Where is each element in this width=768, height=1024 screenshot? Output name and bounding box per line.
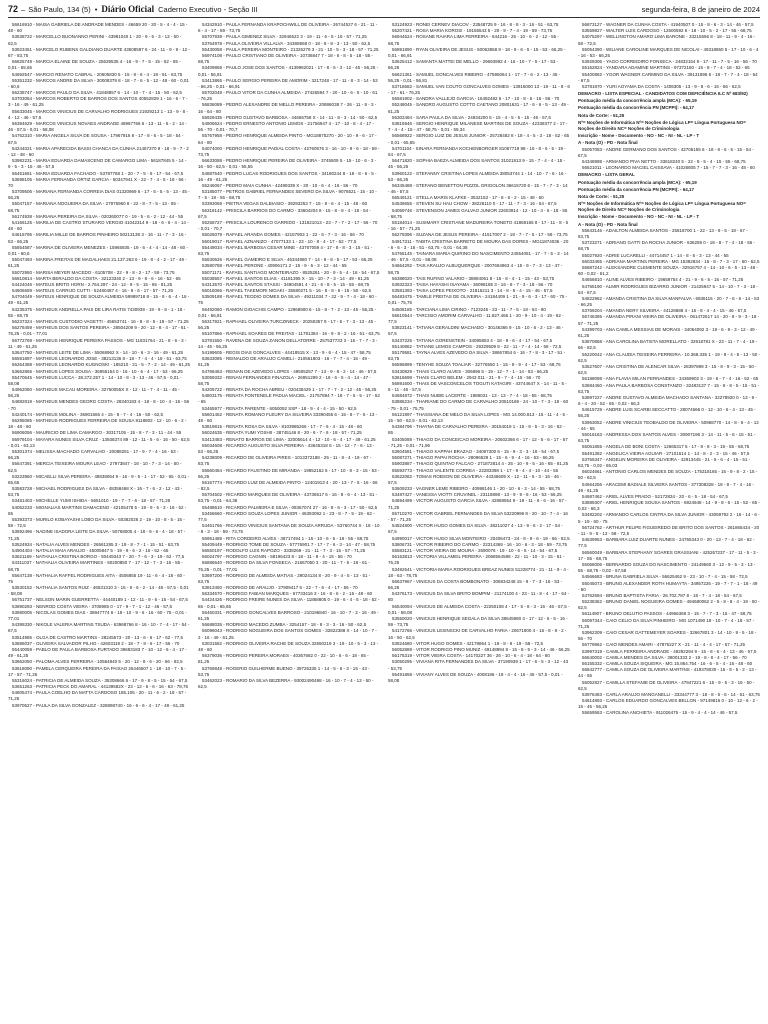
list-item: 54765145 - TAINARA MARIA QUIRINO DO NASCIMENTO 24554051 - 17 - 7 - 5 - 3 - 14 - 46 - 57,5 - 0,01 - 58,08 — [388, 250, 569, 263]
list-item: 53581393 - TAISA LOPES PEIXOTO - 21816211 3 - 14 - 8 - 5 - 4 - 15 - 46 - 57,5 — [392, 288, 553, 294]
list-item: 55047493 - MARINA FREITAS DE MAGALHAES 21.137.263 6 - 19 - 8 - 4 - 2 - 17 - 49 - 61,25 — [8, 257, 187, 269]
list-item: 56334570 - RODRIGO FABIAN MARQUES - 67733416 3 - 16 - 8 - 6 - 2 - 16 - 48 - 60 — [202, 591, 373, 597]
section-text: A - Nota (O) - PD - Nota final — [578, 140, 638, 146]
column-4 — [578, 22, 760, 1018]
list-item: 55647138 - NATHALIA RAFFEL RODRIGUES AITA - 4506855 19 - 11 - 6 - 4 - 18 - 60 - 75 — [8, 572, 185, 584]
list-item: 53524934 - NATALIA ALVES MENDES - 26561285 3 - 19 - 8 - 7 - 1 - 15 - 51 - 63,75 — [12, 541, 180, 547]
list-item: 56637967 - VINICIUS DA COSTA BOMBONATO - 306834248 15 - 9 - 7 - 3 - 16 - 53 - 66,25 — [388, 578, 563, 591]
page-header — [8, 2, 760, 16]
section-text: Nota de Corte: - 51,25 — [578, 112, 625, 118]
list-item: 53897227 - ANDRE GUSTAVO ALMEIDA MACHADO SANTANA - 32278920 0 - 13 - 9 - 6 - 4 - 20 - 52 - 65 - 0,02 - 66,3 — [578, 394, 757, 407]
list-item: 55440059 - PABLO DE PAULA BARBOSA FURTADO 39683183 7 - 10 - 12 - 6 - 4 - 17 - 49 - 61,25 — [8, 646, 187, 659]
list-item: 56188098 - ANA FLAVIA MILAN FERNANDES - 34369902 3 - 19 - 6 - 7 - 4 - 16 - 52 - 65 — [582, 376, 759, 382]
section-text: A - Nota (O) - PD - Nota final — [578, 221, 638, 227]
list-item: 56235747 - MARCOS PAULO DA SILVA - 41848857 6 - 14 - 10 - 7 - 4 - 15 - 50 - 62,5 — [12, 90, 182, 96]
list-item: 54240174 - MATHEUS MOLINA - 36901565 4 - 15 - 8 - 7 - 4 - 16 - 50 - 62,5 — [12, 411, 163, 417]
list-item: 55393373 - MURILO KOBAYASHI LOBO DA SILVA - 50382026 2 - 19 - 10 - 8 - 5 - 16 - 58 - 72,5 — [8, 517, 185, 529]
section-text: Nº= Noções de Informática Nº= Noções de Lógica LP= Língua Portuguesa NO= Noções de Direito NC= Noções de Criminologia — [578, 119, 746, 131]
list-item: 55633045 - MARCOS VINICIUS DE CARVALHO RODRIGUES 21929213 1 - 13 - 9 - 8 - 4 - 12 - 46 - 57,5 — [8, 108, 188, 120]
list-item: 56388020 - TAIS RUFINO VALARIO - 38894061 8 - 15 - 8 - 4 - 1 - 15 - 43 - 53,75 — [392, 275, 555, 281]
list-item: 56596899 - TENYHE SOUZA TOALIAR - 32776550 1 - 15 - 8 - 9 - 4 - 17 - 53 - 68,75 — [392, 362, 561, 368]
list-item: 56097344 - CAIO CELIO DA SILVA PINHEIRO - MG 1071490 18 - 10 - 7 - 4 - 18 - 57 - 71,25 — [578, 617, 755, 629]
list-item: 53962309 - CAIO CESAR GATTEMEYER SOARES - 32667801 3 - 14 - 10 - 9 - 5 - 18 - 56 - 70 — [578, 630, 757, 642]
list-item: 56724762 - ARTHUR FELIPE FIGUEIREDO DE BRITO DOS SANTOS - 261865434 - 20 - 11 - 9 - 5 - 13 - 58 - 72,5 — [578, 524, 760, 536]
list-item: 56825749 - MARCIA ELAINE DE SOUZA - 25639535 4 - 16 - 9 - 7 - 5 - 15 - 52 - 65 - 0,01 - 65,65 — [8, 59, 181, 71]
list-item: 56279396 - SUZANA DE JESUS PEREIRA - 41517007 2 - 18 - 7 - 7 - 5 - 17 - 59 - 73,75 — [392, 232, 568, 238]
list-item: 53709506 - MARIANA FERNANDA CORREIA DIAS 01320969 6 - 17 - 5 - 5 - 5 - 13 - 45 - 56,25 — [8, 189, 190, 201]
list-item: 53886234 - THARIANE DO CARMO DE CARVALHO 20510169 - 24 - 10 - 7 - 3 - 18 - 60 - 75 - 0,01 - 75,75 — [388, 399, 569, 411]
list-item: 56591897 - MATHEUS LEONARDO JOSE - 38213136 8 - 18 - 7 - 4 - 4 - 18 - 51 - 63,75 — [12, 356, 187, 362]
list-item: 54684872 - THAIS NUBIE LACERTE - 1988031 - 13 - 13 - 7 - 4 - 18 - 55 - 68,75 — [392, 393, 552, 399]
list-item: 54692547 - MARCIO RENATO CABRAL - 20605830 5 - 15 - 8 - 6 - 4 - 18 - 51 - 63,75 — [12, 71, 183, 77]
list-item: 53697200 - RODRIGO DE ALMEIDA MATIAS - 29024134 8 - 20 - 9 - 4 - 5 - 13 - 51 - 63,75 — [198, 572, 371, 584]
list-item: 53769848 - ROGERIO GUILHERME BUENO - 39726335 1 - 14 - 5 - 6 - 3 - 15 - 43 - 53,75 — [198, 665, 370, 677]
list-item: 53718682 - SAMUEL VAN COUTO GONCALVES GOMES - 13916000 13 - 19 - 11 - 8 - 6 - 17 - 61 - 76,25 — [388, 83, 570, 96]
list-item: 53662865 - MATHEUS LOPES SOUSA - 36955154 0 - 16 - 10 - 6 - 4 - 17 - 53 - 66,25 — [12, 368, 183, 374]
column-1 — [8, 22, 190, 1018]
page-number: 72 — [8, 4, 19, 14]
list-item: 53929306 - YAGO CORREIDIRO FONSECA - 24832154 9 - 17 - 11 - 7 - 5 - 16 - 56 - 70 — [582, 59, 757, 65]
list-item: 56317921 - RAPHAEL OLIVEIRA TURCZINECK - 20250357 9 - 17 - 5 - 7 - 3 - 13 - 45 - 56,25 — [198, 319, 376, 331]
list-item: 54768463 - REINAN DE AZEVEDO LOPES - 49505257 7 - 13 - 9 - 8 - 2 - 14 - 46 - 57,5 — [202, 368, 377, 374]
list-item: 54424046 - MATEUS BRITO HORN - 2.764.297 - 24 - 12 - 9 - 5 - 15 - 65 - 81,25 — [12, 281, 173, 287]
list-item: 56550197 - RODOLFO LUIS RAPOZO - 3338269 - 21 - 11 - 7 - 3 - 15 - 57 - 71,25 — [202, 547, 366, 553]
list-item: 54803175 - RENATA FONTENELE PADUA MACIEL - 21757894 7 - 18 - 7 - 5 - 5 - 17 - 52 - 65 — [198, 393, 380, 405]
list-item: 56873127 - WAGNER DA CUNHA COSTA - 41940507 0 - 15 - 8 - 6 - 3 - 14 - 46 - 57,5 — [582, 22, 754, 27]
list-item: 55238362 - BRUNO DANIEL NOGUEIRA GOMES - 494680062 2 - 5 - 8 - 8 - 4 - 19 - 50 - 62,5 — [578, 599, 760, 611]
list-item: 53621169 - NATHALIA CRISTINA BORGO - 50449343 7 - 20 - 7 - 6 - 3 - 19 - 62 - 77,5 — [12, 554, 185, 560]
list-item: 54508185 - TARCIANA LIMA CIRINO - 7123245 - 23 - 11 - 7 - 5 - 18 - 64 - 80 — [392, 306, 546, 312]
list-item: 54762694 - BRUNO BAPTISTA FARIA - 26.702.787 8 - 18 - 7 - 4 - 18 - 54 - 67,5 — [582, 592, 742, 598]
list-item: 55903887 - THIAGO QUINTAO FALCAO - 271872814 4 - 25 - 10 - 9 - 5 - 16 - 65 - 81,25 — [392, 461, 569, 467]
section-text: Inscrição - Nome - Documento - NO - NC - NI - NL - LP - T — [578, 133, 700, 139]
list-item: 56167774 - RICARDO LUIZ DE ALMEIDA PINTO - 12401913 4 - 20 - 13 - 7 - 5 - 16 - 66 - 82,5 — [198, 479, 378, 492]
list-item: 56886640 - RODRIGO DA SILVA FONSECA - 21667050 3 - 20 - 11 - 7 - 5 - 18 - 61 - 76,25 - 0,01 - 77,01 — [198, 560, 370, 572]
list-item: 55258727 - PRISCILA LOURENCO GARRIDO - 131621013 - 23 - 7 - 7 - 2 - 17 - 56 - 70 - 0,01 - 70,7 — [198, 220, 378, 232]
list-item: 53764978 - PAULA OLIVEIRA VILLALVA - 34388668 0 - 18 - 8 - 8 - 3 - 13 - 50 - 62,5 — [202, 40, 371, 46]
list-item: 56979104 - MAYARA NUNES SILVA CRUZ - 13938374 89 - 12 - 11 - 5 - 6 - 16 - 50 - 62,5 - 0,01 - 63,13 — [8, 436, 190, 448]
list-item: 55449034 - RAFAEL BARBOSA CESAR MINE - 43767059 4 - 17 - 8 - 8 - 3 - 15 - 51 - 63,75 — [198, 244, 373, 256]
list-item: 54614893 - CARLOS EDUARDO GONCALVES BELLON - 97149816 0 - 10 - 12 - 6 - 2 - 15 - 45 - 56,25 — [578, 698, 758, 710]
list-item: 55057083 - ANDRE GERMANO DOS SANTOS - 42706155 6 - 18 - 8 - 6 - 5 - 15 - 54 - 67,5 — [578, 146, 754, 158]
list-item: 56318142 - PRISCILA BARRIOS DO CARMO - 33604204 8 - 15 - 8 - 8 - 4 - 18 - 54 - 67,5 — [198, 207, 371, 219]
list-item: 56891890 - RYAN OLIVEIRA DE JESUS - 50063868 8 - 18 - 9 - 6 - 5 - 15 - 53 - 66,25 - 0,01 - 66,91 — [388, 46, 566, 58]
list-item: 55302484 - SARA PAULA DA SILVA - 24934200 5 - 15 - 4 - 5 - 5 - 15 - 46 - 57,5 — [392, 114, 551, 120]
list-item: 55054390 - WILIANE CAROLINE MARQUES DE NICOLAI - 49318860 5 - 17 - 10 - 6 - 4 - 16 - 53 - 66,25 — [578, 46, 759, 58]
list-item: 55027920 - ADRIE LUCARELLI - 44714457 1 - 14 - 8 - 6 - 3 - 13 - 44 - 55 — [582, 252, 729, 258]
list-item: 53976483 - CARLA ARAUJO MANGANELLI - 33344777 3 - 18 - 8 - 5 - 6 - 14 - 51 - 63,75 — [582, 691, 760, 697]
list-item: 56024635 - RENATA YUMI YOSHII - 38745146 8 - 20 - 6 - 7 - 6 - 18 - 57 - 71,25 — [202, 430, 362, 436]
list-item: 56451661 - MARIA EDUARDA FACHADO - 53787768 1 - 20 - 7 - 5 - 5 - 17 - 54 - 67,5 — [12, 170, 184, 176]
list-item: 56019017 - RAFAEL AZNANIZO - 47077133 1 - 23 - 10 - 8 - 4 - 17 - 62 - 77,5 — [202, 238, 357, 244]
list-item: 55038557 - RAFAEL SANTOS ELIAS - 41181395 X - 15 - 10 - 7 - 3 - 14 - 49 - 61,25 — [202, 275, 370, 281]
list-item: 55491858 - VIVIANY ALVES DE SOUZA - 4008186 - 19 - 4 - 4 - 16 - 46 - 57,5 - 0,01 - 58,08 — [388, 671, 563, 683]
list-item: 53604581 - THIAGO KAPPAH BRAZAO - 34097300 6 - 15 - 9 - 3 - 3 - 18 - 54 - 67,5 — [392, 448, 560, 454]
list-item: 56492060 - RAMON GIOACHIS CAMPO - 12968900 6 - 15 - 8 - 7 - 2 - 13 - 45 - 56,25 - 0,01 - 56,81 — [198, 306, 377, 318]
list-item: 55301374 - MELISSA MACHADO CARVALHO - 20088251 - 17 - 9 - 7 - 4 - 16 - 53 - 66,25 — [8, 448, 179, 461]
list-item: 56024661 - ANTONIO CARLOS MENDES DE SOUZA - 175318165 - 16 - 9 - 8 - 2 - 15 - 50 - 62,5 — [578, 469, 758, 481]
list-item: 55400882 - YGOR WAGNER CARMINO DA SILVA - 39131896 6 - 18 - 7 - 7 - 4 - 18 - 54 - 67,5 — [578, 71, 758, 83]
list-item: 56155332 - CAMILA SOUZA SIQUEIRA - MG 15.864.754 - 16 - 6 - 5 - 4 - 16 - 48 - 60 — [582, 660, 753, 666]
list-item: 55316024 - PATRICIA DE ALMEIDA SOUZA - 35308666 6 - 17 - 9 - 8 - 5 - 15 - 54 - 67,5 — [12, 677, 188, 683]
list-item: 55066006 - BERNARDO SOUZA DO NASCIMENTO - 24149560 3 - 12 - 9 - 5 - 3 - 13 - 55 - 68,75 - 0,02 - 67,58 — [578, 561, 756, 574]
list-item: 56540094 - VINICIUS DE ALMEIDA COSTA - 22250108 4 - 17 - 5 - 8 - 3 - 16 - 46 - 57,5 - 0,01 - 58,08 — [388, 603, 570, 615]
list-item: 53932323 - TAISA HAYASHI ISAYAMA - 36098185 3 - 16 - 9 - 7 - 3 - 18 - 56 - 70 — [392, 281, 553, 287]
list-item: 54538655 - STEVEN SU HAU CHOW - 38226110 0 - 17 - 11 - 7 - 3 - 16 - 54 - 67,5 — [392, 201, 557, 207]
list-item: 53880005 - NICOLAS GOMES DIAS - 38947774 6 - 19 - 10 - 9 - 6 - 16 - 60 - 75 - 0,01 - 77,01 — [8, 609, 187, 621]
list-item: 54376173 - VINICIUS DA SILVA BRITO BOMPIM - 21174100 4 - 23 - 11 - 8 - 4 - 17 - 64 - 80 — [388, 591, 570, 603]
list-item: 54052233 - MIGNALIAS MARTINS DAMACENO - 42105478 5 - 19 - 9 - 5 - 3 - 16 - 52 - 65 — [8, 504, 187, 516]
list-item: 53456660 - RICARDO SOUZA LOPES JUNIOR - 46393092 1 - 23 - 8 - 7 - 5 - 19 - 62 - 77,5 — [198, 510, 375, 522]
list-item: 54824800 - VICTOR HUGO GOMES DA SILVA - 38211027 4 - 13 - 9 - 6 - 2 - 17 - 54 - 67,5 — [388, 523, 563, 535]
list-item: 53633085 - REINALDO DE ARAUJO CAMELI - 210561803 - 16 - 7 - 7 - 4 - 15 - 49 - 61,25 — [198, 356, 370, 368]
list-item: 54962060 - MATHEUS MACAU MOREIRA - 32760055X X - 12 - 11 - 7 - 4 - 11 - 45 - 56,25 — [8, 387, 180, 399]
list-item: 55087271 - THIAGO PAPAI ROCHA - 28096529 1 - 15 - 6 - 9 - 4 - 16 - 53 - 66,25 — [392, 455, 554, 461]
list-item: 56220042 - ANA CLAUDIA TEIXEIRA FERREIRA - 10.368.335 1 - 19 - 9 - 4 - 5 - 13 - 50 - 62,5 — [578, 351, 760, 363]
list-item: 53622082 - TOMAS ROBSON DE OLIVEIRA - 44346609 X - 12 - 11 - 5 - 3 - 15 - 46 - 57,5 — [388, 473, 562, 485]
list-item: 56581902 - SANDRA VALLEJO GARCIA - 16492482 6 - 17 - 10 - 8 - 5 - 16 - 56 - 70 — [392, 96, 560, 102]
list-item: 54399703 - ANA CAMILA MESSIAS DE MORAIS - 34064092 3 - 19 - 6 - 9 - 3 - 12 - 49 - 61,25 — [578, 326, 758, 338]
section-text: DEMACRO - LISTA ESPECIAL - CANDIDATOS COM DEFICIÊNCIA ILC Nº 683/92) — [578, 91, 748, 97]
list-item: 55016163 - ANDRESSA DOS SANTOS ALVES - 30907196 3 - 14 - 11 - 5 - 6 - 15 - 51 - 63,75 — [578, 432, 756, 444]
list-item: 55071171 - RAFAEL SANTIAGO MONTEIRAZO - 8525261 - 20 - 9 - 5 - 4 - 16 - 54 - 67,5 — [202, 269, 380, 275]
list-item: 55593773 - THIAGO VALENTE CORREA - 22283398 1 - 17 - 9 - 4 - 4 - 10 - 44 - 55 — [392, 467, 559, 473]
list-item: 55107866 - RAPHAEL SOARES DE FREITAS - 11791384 - 16 - 9 - 8 - 2 - 16 - 51 - 63,75 — [202, 331, 380, 337]
list-item: 53618090 - PAMELA CERQUEIRA PEREIRA DA PAIXAO 26446507 1 - 18 - 10 - 7 - 5 - 17 - 57 - 71,25 — [8, 665, 186, 677]
list-item: 53185077 - PETROS GABRIEL FERNANDES SEVERO DA SILVA - 9076521 - 15 - 10 - 7 - 5 - 18 - 55 - 68,75 — [198, 189, 377, 201]
list-item: 53583728 - MICHAEL RODRIGUES DA SILVA - 48358468 X - 16 - 7 - 6 - 2 - 12 - 43 - 53,75 — [8, 486, 183, 498]
list-item: 56568922 - SERGIO LUIZ DE JESUS JUNIOR - 25728482 8 - 18 - 4 - 5 - 3 - 18 - 52 - 65 - 0,01 - 65,65 — [388, 133, 570, 145]
list-item: 55854587 - MARINA DE OLIVEIRA MENEZES - 15965935 - 19 - 6 - 4 - 4 - 14 - 48 - 60 - 0,01 - 60,6 — [8, 244, 188, 256]
list-item: 56121997 - THASSIANA DE MELO DA SILVA LOPES - MG 14.000.813 - 15 - 11 - 4 - 5 - 15 - 50 - 62,5 - 0,01 - 63,13 — [388, 411, 568, 423]
list-item: 55052827 - CAMILLA STEFANIE DE OLIVEIRA - 47947221 6 - 15 - 9 - 5 - 3 - 16 - 50 - 62,5 — [578, 679, 755, 691]
list-item: 56264388 - MATHEUS LEONARDO KUGNOSKI - 185210 - 21 - 5 - 7 - 2 - 14 - 49 - 61,25 — [12, 362, 190, 368]
list-item: 54564256 - ARACEMI BADIALE SILVEIRA SANTOS - 377308328 - 18 - 8 - 7 - 4 - 16 - 49 - 61,25 — [578, 481, 754, 493]
list-item: 54313570 - RAFAEL SANTOS STASSI - 34904591 4 - 21 - 6 - 8 - 5 - 15 - 55 - 68,75 — [202, 281, 370, 287]
list-item: 53462023 - ROMARIO DA SILVA BEZERRA - 93002490498 - 16 - 10 - 7 - 4 - 13 - 50 - 62,5 — [198, 677, 374, 690]
list-item: 54762310 - MARIA ANGELA SILVA DE SOUSA - 17967916 8 - 17 - 8 - 6 - 5 - 18 - 54 - 67,5 — [8, 133, 184, 145]
publication-title: Diário Oficial — [101, 4, 155, 14]
list-item: 53781550 - RAVENA DE SOUZA ZANON DELLATORRE - 257537733 3 - 16 - 7 - 7 - 3 - 14 - 45 - 56,25 — [198, 337, 378, 349]
bullet-separator: • — [94, 4, 98, 14]
list-item: 56688035 - RODRIGO MACEDO ZUMBA - 3254157 - 18 - 8 - 3 - 3 - 16 - 50 - 62,5 — [202, 622, 367, 628]
list-item: 55045073 - BRUNO ALEXANDER ROTH HUMAYTA - 34957226 - 19 - 7 - 7 - 1 - 18 - 49 - 60 — [578, 580, 758, 592]
publication-date: segunda-feira, 8 de janeiro de 2024 — [641, 4, 760, 14]
list-item: 56560049 - BARBARA STEPHANY SOARES GRASSIANI - 425267237 - 17 - 11 - 5 - 3 - 17 - 55 - 68,75 — [578, 549, 759, 561]
list-item: 54805474 - PAULA COELHO DA MATTA CARDOSO 185.105 - 20 - 11 - 6 - 2 - 18 - 57 - 71,25 — [8, 690, 187, 702]
list-item: 53651263 - PATRICIA PECK DO AMARAL - 44139582X - 23 - 12 - 6 - 6 - 16 - 63 - 78,75 — [12, 684, 189, 690]
list-item: 56052889 - VITOR RODRIGO PINO MUNIZ - 49148994 8 - 15 - 8 - 5 - 3 - 14 - 46 - 56,25 — [392, 646, 570, 652]
list-item: 53963052 - ANDRE VINICIUS TEOBALDO DE OLIVEIRA - 50968770 - 14 - 8 - 5 - 4 - 12 - 44 - 55 — [578, 419, 759, 431]
list-item: 56483475 - TAMILE FREITAS DE OLIVEIRA - 24184409 1 - 21 - 9 - 6 - 3 - 17 - 60 - 75 - 0,01 - 75,75 — [388, 294, 568, 306]
list-item: 54566683 - BRUNA GABRIELA SILVA - 56625462 9 - 23 - 10 - 7 - 4 - 15 - 58 - 72,5 — [582, 574, 748, 580]
list-item: 54615795 - MARILIA MILLE DE BARROS PINHEIRO 50213138 3 - 16 - 11 - 7 - 3 - 16 - 53 - 66,25 — [8, 232, 187, 244]
list-item: 55470645 - MATHEUS LUCCA - 38.272.257 1 - 14 - 10 - 8 - 3 - 13 - 46 - 57,5 - 0,01 - 58,08 — [8, 374, 182, 386]
list-item: 53889307 - ARIEL HENRIQUE SOUSA SANTOS - 6924948 - 14 - 9 - 8 - 6 - 15 - 52 - 65 - 0,02 - 66,3 — [578, 500, 760, 512]
list-item: 55047157 - MARIANA NOGUEIRA DA SILVA - 27975960 8 - 22 - 8 - 7 - 5 - 13 - 55 - 68,75 — [8, 201, 179, 213]
list-item: 56951488 - RITA CORDEIRO ALVES - 38717494 1 - 16 - 10 - 6 - 5 - 18 - 55 - 68,75 — [202, 535, 369, 541]
list-item: 53580788 - RAFAEL PERONE - 40906171 2 - 15 - 9 - 5 - 3 - 12 - 44 - 55 — [202, 263, 347, 269]
list-item: 53703054 - MARCOS ROBERTO DE BARROS DOS SANTOS 40552829 1 - 16 - 6 - 7 - 3 - 16 - 49 - 61,25 — [8, 96, 188, 108]
section-info: São Paulo, 134 (5) — [28, 4, 91, 14]
list-item: 55184014 - SUSIMARY CRISTIANE MADUREIRA TONETO 41869165 8 - 17 - 11 - 8 - 5 - 16 - 57 - 71,25 — [388, 220, 569, 232]
list-item: 53405088 - THIAGO DA CONCEICAO MOREIRA - 20502366 6 - 17 - 12 - 5 - 6 - 17 - 57 - 71,25 - 0,01 - 71,96 — [388, 436, 568, 448]
dash-separator: – — [21, 4, 26, 14]
list-item: 56345488 - STEFANO BENETTON PIZZOL GRIGOLON 36615720 6 - 15 - 7 - 7 - 3 - 14 - 46 - 57,5 — [388, 182, 568, 195]
list-item: 53970527 - PAULA DA SILVA GONZALEZ - 328898740 - 16 - 6 - 6 - 4 - 17 - 49 - 61,25 — [12, 702, 185, 708]
list-item: 56033465 - ADRIANA MARTINS PEREIRA - MG 15392834 - 15 - 8 - 7 - 3 - 17 - 50 - 62,5 — [582, 258, 760, 264]
list-item: 53223960 - MICAELLI SILVA PEREIRA - 48838064 9 - 16 - 9 - 5 - 1 - 17 - 52 - 65 - 0,01 - 65,65 — [8, 473, 190, 485]
section-text: Inscrição - Nome - Documento - NO - NC - NI - NL - LP - T — [578, 214, 700, 220]
list-item: 54704049 - MATEUS HENRIQUE DE SOUZA ALMEIDA 59989718 8 - 15 - 8 - 6 - 4 - 16 - 49 - 61,25 — [8, 294, 190, 306]
list-item: 54687462 - ARIEL ALVES PRADO - 52172834 - 20 - 6 - 5 - 18 - 54 - 67,5 — [582, 493, 728, 499]
list-item: 53824680 - VITOR HUGO GOMES - 42178864 1 - 19 - 8 - 8 - 19 - 58 - 72,5 — [392, 640, 543, 646]
list-item: 55409449 - RODRIGO TOME DE SOUZA - 57776901 7 - 17 - 7 - 6 - 3 - 14 - 47 - 58,75 — [202, 541, 376, 547]
list-item: 56810814 - MARTA BERALDO DA COSTA - 32123340 2 - 13 - 9 - 8 - 6 - 16 - 52 - 65 — [12, 275, 181, 281]
list-item: 56549121 - STELLA MARIS KLAFKE - 3532153 - 17 - 8 - 6 - 2 - 15 - 48 - 60 — [392, 195, 544, 201]
list-item: 53430829 - THAIS CLARO ALVES - 306896 5 - 19 - 12 - 7 - 1 - 14 - 53 - 66,25 — [392, 368, 549, 374]
list-item: 53487427 - VANESSA VIOTTI CRUVINEL - 23118898 - 13 - 9 - 9 - 6 - 16 - 53 - 66,25 — [392, 492, 562, 498]
list-item: 54664292 - TAIS ARAUJO ALBUQUERQUE - 2007694963 4 - 15 - 9 - 7 - 3 - 13 - 47 - 58,75 — [388, 263, 563, 275]
list-item: 56621011 - LEONARDO MACIEL CAISSAVA - 41026805 7 - 15 - 7 - 7 - 3 - 16 - 48 - 60 — [582, 165, 755, 171]
list-item: 55707939 - PAULA GIMENEZ SILVA - 32946522 3 - 19 - 11 - 6 - 5 - 16 - 57 - 71,25 — [202, 34, 367, 40]
list-item: 55072950 - MARISA MEYER MACEDO - 6105708 - 22 - 9 - 8 - 2 - 17 - 59 - 73,75 — [12, 269, 175, 275]
list-item: 56746385 - AMANDA PIRANI VIEIRA DE OLIVEIRA - 061472617 14 - 20 - 8 - 9 - 3 - 18 - 57 - 71,25 — [578, 314, 760, 326]
list-item: 54238009 - RICARDO DE OLIVEIRA PIRES - 1013372188 - 25 - 11 - 8 - 4 - 19 - 67 - 83,75 — [198, 455, 372, 467]
list-item: 53492202 - ARMANDO CARLOS CINTRA DA SILVA JUNIOR - 43059792 2 - 16 - 14 - 6 - 5 - 19 - 60 - 75 — [578, 512, 760, 524]
list-item: 56024797 - RODRIGO CAGNIN - 58196423 8 - 18 - 11 - 8 - 4 - 15 - 56 - 70 — [202, 554, 352, 560]
list-item: 54887540 - PEDRO LUCAS RODRIGUES DOS SANTOS - 34180244 8 - 18 - 8 - 6 - 5 - 16 - 49 - 61,25 — [198, 170, 377, 182]
list-item: 56772769 - MATHEUS HENRIQUE PEREIRA PASSOS - MG 11831764 - 21 - 8 - 6 - 3 - 11 - 49 - 61,25 — [8, 337, 187, 349]
list-item: 54606659 - MATEUS CARRIJO CUTTI - 52480487 4 - 16 - 9 - 6 - 17 - 57 - 71,25 — [12, 288, 173, 294]
list-item: 54882819 - MATHEUS MENDES GEORG COSTA - 28340183 4 - 18 - 8 - 10 - 4 - 16 - 56 - 70 — [8, 399, 190, 411]
list-item: 56974108 - PAULO CRISTIANO DE OLIVEIRA - 10736847 7 - 18 - 6 - 8 - 5 - 18 - 55 - 68,75 — [198, 52, 373, 65]
list-item: 54461766 - RICARDO VINICIUS SANTANA DE SOUZA ARRUDA - 53760744 X - 18 - 10 - 8 - 3 - 18 - 59 - 73,75 — [198, 523, 380, 535]
list-item: 56779962 - CAIO MENDES AMARI - 47875227 X - 21 - 11 - 4 - 4 - 17 - 57 - 71,25 — [582, 642, 745, 648]
list-item: 53481403 - MICHELLE YUMI ISHIDA - 5651010 - 19 - 7 - 7 - 6 - 18 - 57 - 71,25 — [12, 498, 171, 504]
list-item: 56384629 - MARCOS VINICIUS NOVAES ANDRADE 48967766 6 - 13 - 11 - 6 - 2 - 14 - 46 - 57,5 - 0,01 - 58,08 — [8, 121, 187, 133]
list-item: 56016066 - RAFAEL TAKEMORI NIGAKI - 35580271 5 - 16 - 8 - 8 - 6 - 15 - 50 - 62,5 — [202, 288, 372, 294]
list-item: 53527607 - ANA CRISTINA DE ALENCAR SILVA - 28397899 3 - 15 - 8 - 9 - 3 - 15 - 50 - 62,5 — [578, 363, 757, 376]
list-item: 54059746 - STEVENSON JAMES GALVAO JUNIOR 22603914 - 12 - 10 - 4 - 5 - 18 - 55 - 68,75 — [388, 207, 568, 219]
list-item: 54342910 - PAULA FERNANDA KRAPOCHWILL DE OLIVEIRA - 26744527 6 - 21 - 11 - 6 - 4 - 17 - 59 - 73,75 — [198, 22, 378, 34]
list-item: 55710270 - VICTOR GABRIEL FERNANDES DA SILVA 53220996 8 - 20 - 10 - 7 - 4 - 16 - 57 - 71,25 — [388, 510, 568, 522]
list-item: 55560464 - RICARDO FAUSTINO DE MIRANDA - 19852162 5 - 17 - 10 - 8 - 3 - 15 - 53 - 66,25 — [198, 467, 380, 479]
section-text: Pontuação média da concorrência ampla (MCA): - 65,19 — [578, 179, 697, 185]
list-item: 54917311 - TABITA CRISTINA BARRETO DE MOURA DAS DORES - MG11874036 - 20 - 6 - 6 - 3 - 16 - 51 - 63,75 - 0,01 - 64,38 — [388, 238, 569, 250]
list-item: 56891600 - THAIS DE VASCONCELOS TOGUTI KATAGIRI - 43744647 X - 14 - 11 - 5 - 5 - 11 - 46 - 57,5 — [388, 380, 567, 393]
list-item: 53684460 - ANA PAULA BARBOSA CONSTANZO - 32483137 7 - 15 - 8 - 8 - 5 - 15 - 51 - 63,75 — [578, 382, 760, 394]
list-item: 55207421 - ROSA MARIA KOROSI - 19155543 5 - 20 - 9 - 7 - 4 - 19 - 59 - 73,75 — [392, 28, 553, 34]
list-item: 53509188 - RAFAEL TEODIO GOMES DA SILVA - 49211034 7 - 22 - 9 - 7 - 4 - 18 - 60 - 75 — [198, 294, 377, 306]
list-item: 53409869 - PAULO JOSE DOS SANTOS - 4139982021 - 17 - 8 - 5 - 3 - 12 - 45 - 56,25 - 0,01 - 56,81 — [198, 65, 379, 77]
list-item: 53813450 - RODRIGO DE ARAUJO - 27909417 6 - 22 - 7 - 6 - 4 - 17 - 56 - 70 — [202, 585, 358, 591]
list-item: 53886037 - OLIVEIRA SALVADOR PILHO - 42603119 2 - 18 - 7 - 8 - 6 - 17 - 56 - 70 — [12, 640, 180, 646]
list-item: 54656810 - ALINE ALVES RIBEIRO - 19659754 4 - 21 - 9 - 6 - 5 - 16 - 57 - 71,25 — [582, 277, 744, 283]
list-item: 53465977 - RENATA PARENTE - 6050092 SSP - 18 - 9 - 4 - 4 - 15 - 50 - 62,5 — [202, 405, 357, 411]
list-item: 56153813 - VICTORIA VILLAMEIL PEREIRA - 2068564588 - 22 - 11 - 10 - 3 - 15 - 61 - 76,25 — [388, 554, 565, 566]
list-item: 54172766 - VINICIUS LESINSCKI DE CARVALHO FARIA - 20671900 4 - 16 - 8 - 8 - 2 - 16 - 50 - 62,5 — [388, 628, 567, 640]
list-item: 55034608 - RICARDO AUGUSTO SILVA PEREIRA - 43645318 6 - 15 - 12 - 7 - 6 - 13 - 53 - 66,25 — [198, 442, 375, 454]
list-item: 55929435 - PEDRO GUSTAVO BARBOSA - 44665758 X - 14 - 11 - 8 - 3 - 14 - 50 - 62,5 — [202, 114, 378, 120]
section-text: Pontuação média da concorrência PN (MCPPI): - 64,17 — [578, 186, 695, 192]
list-item: 56096043 - RODRIGO NOGUEIRA DOS SANTOS GOMES - 32822388 X - 14 - 10 - 7 - 2 - 16 - 49 - 61,25 — [198, 628, 377, 640]
list-item: 53050295 - VIVIANA RITA FERNANDES DA SILVA - 37190939 1 - 17 - 6 - 5 - 3 - 12 - 43 - 53,75 — [388, 659, 569, 671]
list-item: 56114907 - BRUNO DELUTIO PASSOS - 44966369 3 - 15 - 7 - 7 - 3 - 15 - 47 - 58,75 — [582, 611, 752, 617]
list-item: 55162824 - YANDARA ADAMINE MARTINS - 97372160 - 15 - 8 - 7 - 4 - 18 - 52 - 65 — [582, 65, 750, 71]
list-item: 55767958 - PEDRO HENRIQUE ALMEIDA PINTO - MG18875270 - 20 - 10 - 9 - 6 - 17 - 64 - 80 — [198, 133, 377, 145]
list-item: 56278459 - MATHEUS DOS SANTOS PEREIRA - 28504209 9 - 20 - 12 - 8 - 4 - 17 - 61 - 76,25 - 0,01 - 77,01 — [8, 325, 189, 337]
list-item: 55659563 - CAROLINA ANCHIETA - 911026475 - 15 - 9 - 4 - 4 - 14 - 46 - 57,5 — [582, 710, 738, 716]
list-item: 53514985 - OLGA DE CASTRO MARTINS - 28245573 - 20 - 13 - 6 - 6 - 17 - 62 - 77,5 — [12, 634, 183, 640]
list-item: 54244021 - MARIA APARECIDA BASSI CHANCA DA CUNHA 21467370 9 - 18 - 9 - 7 - 2 - 12 - 48 - 60 — [8, 145, 189, 157]
list-item: 53823141 - TATIANA GERALDINI MACHADO - 30146366 9 - 15 - 10 - 6 - 2 - 13 - 46 - 57,5 — [388, 325, 564, 337]
list-item: 53492641 - VICTORIA MARIA RODRIGUES BREAZ NUNES 51228774 - 21 - 11 - 9 - 4 - 18 - 63 - 78,75 — [388, 566, 569, 578]
section-text: Pontuação média da concorrência PN (MCPPI): - 64,17 — [578, 105, 695, 111]
list-item: 55430058 - PAULA PEREIRA MONTEIRO - 21326279 3 - 21 - 10 - 5 - 3 - 18 - 57 - 71,25 — [202, 46, 379, 52]
list-item: 56471820 - SOPHIA BAEZA ALMEIDA DOS SANTOS 31021913 9 - 15 - 7 - 4 - 4 - 15 - 45 - 56,25 — [388, 158, 566, 170]
list-item: 55026079 - RAFAEL ARANDA GOMES - 42157903 1 - 22 - 6 - 7 - 3 - 16 - 56 - 70 — [202, 232, 364, 238]
list-item: 53960122 - STEFANNY CRISTINA LOPES ALMEIDA 38053744 1 - 14 - 10 - 7 - 6 - 16 - 53 - 66,25 — [388, 170, 567, 182]
list-item: 53781970 - YURI AOYAMA DA COSTA - 1408305 - 13 - 9 - 8 - 6 - 16 - 56 - 62,5 — [582, 83, 741, 89]
list-item: 54311037 - NATHALIA OLIVEIRA MARTINES - 50200850 7 - 17 - 12 - 7 - 3 - 16 - 55 - 68,75 — [8, 560, 183, 572]
list-item: 55630626 - RAFAEL GAMEIRO E SILVA - 46344880 7 - 14 - 9 - 8 - 5 - 17 - 53 - 66,25 — [202, 257, 373, 263]
list-item: 53538722 - MARCELLO BUONANNO PERINI - 43981040 1 - 20 - 9 - 5 - 3 - 13 - 50 - 62,5 — [8, 34, 182, 46]
list-item: 55140862 - TATIANE LEMOS CAMPOS - 29329509 8 - 22 - 11 - 7 - 4 - 14 - 58 - 72,5 — [392, 343, 562, 349]
list-item: 53559827 - WALTER LUIS CARDOSO - 12500592 6 - 18 - 10 - 5 - 2 - 17 - 55 - 68,75 — [582, 28, 752, 34]
list-item: 54424426 - RODRIGO FREIRE NUNES DA SILVA - 11868805 0 - 19 - 6 - 4 - 5 - 18 - 52 - 65 - 0,01 - 65,65 — [198, 597, 380, 609]
list-item: 56836089 - PEDRO ALEXANDRE DE MELLO PEREIRA - 20886038 7 - 26 - 11 - 8 - 3 - 16 - 64 - 80 — [198, 102, 377, 114]
list-item: 54395330 - NIKOLE VALERIA MARTINS TSUDA - 63968766 8 - 16 - 10 - 7 - 4 - 17 - 54 - 67,5 — [8, 622, 190, 634]
list-item: 54990017 - VICTOR HUGO SILVA MONTEIRO - 20406473 - 24 - 8 - 9 - 6 - 19 - 66 - 82,5 — [392, 535, 570, 541]
list-item: 55179581 - TAYNA ALVES AZEVEDO DA SILVA - 38667854 6 - 16 - 7 - 8 - 3 - 17 - 51 - 63,75 — [388, 349, 566, 362]
list-item: 55647391 - MERCIA TEIXEIRA MOURA LEAO - 27973847 - 18 - 10 - 7 - 3 - 14 - 50 - 62,5 — [8, 461, 182, 473]
list-item: 54384796 - THAYNA DE CARVALHO PEREIRA - 30154019 1 - 15 - 9 - 5 - 3 - 16 - 52 - 65 — [388, 424, 565, 436]
list-item: 53982231 - MARIA EDUARDA DAMASCENO DE CAMARGO LIMA - 56187845 5 - 14 - 9 - 5 - 3 - 15 - 46 - 57,5 — [8, 158, 187, 170]
list-item: 53823451 - MARCELO RUBENS GALDIANO DUARTE 43508587 6 - 24 - 11 - 9 - 9 - 12 - 67 - 83,75 — [8, 46, 190, 58]
list-item: 53031582 - RODRIGO OLIVEIRA RACHE DE SOUZA 32650219 3 - 19 - 10 - 5 - 3 - 13 - 48 - 60 — [198, 640, 379, 652]
list-item: 53890293 - NENROD COSTA VIEIRA - 3708985 0 - 17 - 9 - 7 - 1 - 12 - 46 - 57,5 — [12, 603, 172, 609]
list-item: 53769204 - AMANDA NERY SILVEIRA - 44128688 4 - 15 - 8 - 4 - 4 - 15 - 46 - 57,5 — [582, 308, 747, 314]
list-item: 53530152 - NATHALIA SANTOS RUIZ - 46531310 3 - 15 - 9 - 6 - 2 - 14 - 46 - 57,5 - 0,01 - 58,08 — [8, 585, 189, 597]
list-item: 53806731 - VICTOR RIBEIRO DO CARMO - 22314369 - 16 - 10 - 6 - 3 - 18 - 59 - 73,75 — [392, 541, 567, 547]
list-item: 55460331 - RODRIGO GONCALVES BARROSO - 210196840 - 16 - 10 - 7 - 2 - 16 - 49 - 61,25 — [198, 609, 379, 621]
list-item: 56616910 - MAISA GABRIELA DE ANDRADE MENDES - 46659 20 - 20 - 5 - 4 - 4 - 15 - 48 - 60 — [8, 22, 188, 34]
list-item: 56491382 - ANGELICA VIEIRA AGUIAR - 27101614 1 - 14 - 8 - 2 - 3 - 15 - 46 - 57,5 — [582, 450, 750, 456]
list-item: 56640002 - CAMILA MENDES DA SILVA - 38001333 2 - 19 - 8 - 8 - 4 - 17 - 56 - 70 — [582, 654, 747, 660]
list-item: 54166125 - MARILIA DE CASTRO STURARO VERGIO 41042314 9 - 18 - 6 - 6 - 4 - 14 - 48 - 60 — [8, 220, 189, 232]
list-item: 55702048 - PAULO VITOR DA CUNHA ALMEIDA - 27426594 7 - 20 - 10 - 6 - 5 - 10 - 61 - 76,25 — [198, 90, 378, 102]
list-item: 55643146 - ADAILTON ALMEIDA SANTOS - 25818700 1 - 22 - 13 - 9 - 5 - 18 - 67 - 83,75 — [578, 227, 748, 239]
list-item: 54615729 - ANDRE LUIS SCARBI SECCATTO - 28074666 0 - 12 - 10 - 6 - 4 - 13 - 45 - 56,25 — [578, 407, 756, 419]
list-item: 55583121 - VICTOR VIEIRA DE MOURA - 2690076 - 19 - 10 - 6 - 5 - 14 - 54 - 67,5 — [392, 547, 558, 553]
section-text: DEMACRO - LISTA GERAL — [578, 172, 635, 178]
column-2 — [198, 22, 380, 1018]
list-item: 55610544 - TARCISIO AMORIM CARVALHO - 11.827.466 1 - 20 - 9 - 10 - 4 - 19 - 62 - 77,5 — [388, 312, 564, 324]
results-columns — [8, 22, 760, 1018]
list-item: 53819815 - RENATA ROSA DA SILVA - 8103985266 - 17 - 7 - 6 - 4 - 15 - 48 - 60 — [202, 424, 363, 430]
list-item: 53413865 - PAULO SERGIO PEREIRA DE AMORIM - 3217248 - 17 - 11 - 8 - 3 - 14 - 53 - 66,25 - 0,01 - 66,91 — [198, 77, 378, 89]
list-item: 54199605 - REGIS DIAS GONCALVES - 44418515 X - 13 - 9 - 6 - 4 - 15 - 47 - 58,75 — [202, 349, 371, 355]
list-item: 53892496 - NADINE ISADORA LEITE DA SILVA - 50768005 4 - 18 - 9 - 6 - 4 - 18 - 57 - 71,25 — [8, 529, 186, 541]
list-item: 54694499 - VICTOR AUGUSTO GARCIA SILVA - 42868554 9 - 19 - 11 - 6 - 6 - 16 - 57 - 71,25 — [388, 498, 567, 510]
list-item: 56944624 - ROSANE RAIARA LIMA FERREIRA - 644216 - 25 - 10 - 6 - 2 - 12 - 55 - 68,75 — [388, 34, 559, 46]
list-item: 54205722 - RENATA DA ROCHA ABREU - 020438429 1 - 17 - 7 - 7 - 2 - 12 - 45 - 56,25 — [202, 387, 377, 393]
list-item: 53765347 - ANGELIN MOREIRA DE OLIVEIRA - 42913445 - 21 - 5 - 6 - 4 - 15 - 51 - 63,75 - 0,02 - 65,03 — [578, 456, 751, 468]
list-item: 54235375 - MATHEUS ANDRELLA PAIS DE LIRA RATIS 7430939 - 19 - 9 - 8 - 1 - 18 - 55 - 68,75 — [8, 306, 186, 318]
list-item: 53059332 - RENAN FERNANDES FINAZOLA - 26951299 2 - 18 - 6 - 5 - 4 - 14 - 47 - 58,75 — [198, 374, 371, 386]
list-item: 55246067 - PEDRO MAIA CUNHA - 42499339 X - 20 - 10 - 6 - 4 - 16 - 56 - 70 — [202, 182, 358, 188]
list-item: 55061855 - ANGELA DE BONI COSTA - 12665317 5 - 17 - 8 - 8 - 3 - 19 - 55 - 68,75 — [582, 444, 750, 450]
list-item: 56174938 - MARIANA PEREIRA DA SILVA - 020360077 0 - 19 - 5 - 6 - 2 - 12 - 44 - 55 — [12, 213, 184, 219]
column-3 — [388, 22, 570, 1018]
list-item: 54539953 - BARBARA LUIZ DUARTE NUNES - 24765343 0 - 20 - 13 - 7 - 4 - 18 - 62 - 77,5 — [578, 537, 755, 549]
list-item: 53647750 - MATHEUS LEITE DE LIMA - 55068962 X - 14 - 10 - 6 - 3 - 16 - 49 - 61,25 — [12, 349, 184, 355]
list-item: 53862050 - PALOMA ALVES FERREIRA - 10564840 5 - 20 - 12 - 8 - 6 - 20 - 66 - 82,5 — [12, 659, 183, 665]
list-item: 55248045 - SANDRO AUGUSTO COTTO CAETANO 20801631 - 17 - 6 - 6 - 5 - 13 - 49 - 61,25 — [388, 102, 569, 114]
list-item: 53413483 - RENATO BARROS DE LIMA - 32005614 4 - 12 - 10 - 6 - 4 - 17 - 49 - 61,25 — [202, 436, 376, 442]
list-item: 54906624 - PEDRO ERNESTO ANTONIO LEMOS - 21756947 4 - 17 - 10 - 8 - 4 - 17 - 56 - 70 - 0,01 - 70,7 — [198, 121, 374, 133]
list-item: 56633088 - PEDRO HENRIQUE PEREIRA DE OLIVEIRA - 3745509 5 - 15 - 10 - 6 - 3 - 16 - 50 - 62,5 - 0,01 - 55,55 — [198, 158, 377, 170]
list-item: 54348998 - ARMANDO PIVA NETTO - 33618240 5 - 22 - 9 - 5 - 4 - 15 - 55 - 68,75 — [582, 158, 746, 164]
list-item: 53870858 - ANA CAROLINA BATISTA MORELLATO - 32918781 X - 23 - 11 - 7 - 4 - 19 - 66 - 82,5 — [578, 339, 758, 351]
list-item: 56295085 - MATHEUS RODRIGUES FERREIRA DE SOUSA 9118802 - 12 - 10 - 6 - 2 - 18 - 48 - 60 — [8, 418, 187, 430]
list-item: 56379036 - RODRIGO PEREIRA MORAES - 40367682 0 - 22 - 10 - 6 - 6 - 18 - 65 - 81,25 — [198, 653, 369, 665]
list-item: 56842777 - CAMILA SOUZA DE OLIVEIRA MARTINS - 419378030 - 16 - 8 - 5 - 2 - 13 - 44 - 55 — [578, 667, 757, 679]
section-text: Nota de Corte: - 51,25 — [578, 193, 625, 199]
list-item: 56751737 - NELSON MARIN GUERRETTA - 44440189 1 - 12 - 11 - 9 - 6 - 16 - 54 - 67,5 — [12, 597, 188, 603]
list-item: 56621361 - SAMUEL GONCALVES RIBEIRO - 47595064 1 - 17 - 7 - 6 - 2 - 13 - 45 - 56,25 - 0,01 - 56,81 — [388, 71, 561, 83]
list-item: 56237324 - MATHEUS CUSTODIO VAGETTI - 45653741 - 16 - 9 - 8 - 5 - 19 - 57 - 71,25 — [12, 319, 189, 324]
list-item: 56887242 - ALEKSANDRE CLEMENTE SOUZA - 32916757 4 - 14 - 10 - 6 - 5 - 13 - 48 - 60 - 0,02 - 61,2 — [578, 264, 758, 277]
section-text: Pontuação média da concorrência ampla (MCA): - 65,19 — [578, 98, 697, 104]
list-item: 53609233 - VAGNER LEME RIBEIRO - 40998146 1 - 20 - 10 - 6 - 3 - 14 - 55 - 68,75 — [392, 486, 561, 492]
list-item: 54701104 - SINARA FERNANDA KOCHENBORGER 81067719 88 - 16 - 8 - 6 - 5 - 19 - 54 - 67,5 — [388, 145, 566, 157]
list-item: 54075297 - WELLINGTON AMARO LIMA BARONE - 33215556 8 - 18 - 11 - 9 - 4 - 16 - 58 - 72,5 — [578, 34, 756, 46]
list-item: 54904404 - NATALIA MAIA ARAUJO - 45005847 5 - 19 - 8 - 6 - 2 - 16 - 52 - 65 — [12, 547, 169, 553]
list-item: 53816946 - SERGIO HENRIQUE MILANESE MARTINS DE SOUZA - 42338377 2 - 17 - 7 - 4 - 4 - 15 - 47 - 58,75 - 0,01 - 59,34 — [388, 121, 568, 133]
section-text: Nº= Noções de Informática Nº= Noções de Lógica LP= Língua Portuguesa NO= Noções de Direito NC= Noções de Criminologia — [578, 201, 746, 213]
list-item: 54765190 - ALMIR RODRIGUES BIZARRO JUNIOR - 21425947 5 - 14 - 10 - 7 - 3 - 18 - 54 - 67,5 — [578, 283, 758, 295]
list-item: 55601452 - RENATA ROMANO FLEURY DA SILVEIRA 33390455 6 - 15 - 8 - 7 - 5 - 13 - 48 - 60 — [198, 411, 378, 423]
list-item: 54822962 - AMANDA CRISTINA DA SILVA MANFALVA - 6936116 - 20 - 7 - 6 - 6 - 14 - 53 - 66,25 — [578, 295, 760, 308]
list-item: 53625412 - SAMANTA MATTEI DE MELLO - 29693992 4 - 16 - 10 - 7 - 5 - 17 - 53 - 66,25 — [388, 59, 559, 71]
list-item: 53437225 - TATIANA GORENSTEIN - 34095853 4 - 18 - 9 - 6 - 4 - 17 - 54 - 67,5 — [392, 337, 553, 343]
list-item: 56906056 - MAURICIO DE LIMA CAMARGO - 30317105 - 15 - 8 - 7 - 3 - 11 - 44 - 55 — [12, 430, 182, 436]
publication-subtitle: Caderno Executivo - Seção III — [158, 4, 258, 14]
list-item: 56175319 - VITOR VIEIRA COSTA - 14170227 36 - 26 - 10 - 6 - 4 - 18 - 64 - 80 — [392, 653, 550, 659]
list-item: 53616698 - THAIS CLARO BELEM - 2943 011 - 21 - 9 - 7 - 4 - 15 - 56 - 70 — [392, 374, 541, 380]
header-rule — [8, 17, 760, 18]
list-item: 53997319 - CAMILA FERREIRA ANDRADE - 49292294 9 - 15 - 8 - 6 - 4 - 13 - 46 - 57,5 — [582, 648, 757, 654]
list-item: 55488610 - RICARDO PALMEIRA E SILVA - 08367074 27 - 16 - 8 - 6 - 3 - 17 - 50 - 62,5 — [202, 504, 378, 510]
list-item: 53393069 - PIETRA VEGAS DALBIASIO - 39293253 7 - 15 - 8 - 6 - 4 - 15 - 48 - 60 — [202, 201, 368, 207]
list-item: 53698105 - MARIA FERNANDA ORTIZ GARCIA - 50347941 X - 22 - 7 - 4 - 5 - 18 - 56 - 70 — [8, 176, 187, 188]
list-item: 53723271 - ADRIANO GATTI DA ROCHA JUNIOR - 636259 0 - 18 - 8 - 7 - 4 - 18 - 55 - 68,75 — [578, 240, 755, 252]
list-item: 53124923 - RONEI CERNEV DIACOV - 23548725 9 - 16 - 8 - 8 - 3 - 16 - 51 - 63,75 — [392, 22, 559, 27]
list-item: 55704502 - RICARDO MARQUES DE OLIVEIRA - 43736517 6 - 16 - 8 - 6 - 4 - 13 - 51 - 63,75 - 0,01 - 64,38 — [198, 492, 378, 504]
list-item: 53550020 - VINICIUS HENRIQUE SEGALA DA SILVA 38645980 4 - 17 - 12 - 5 - 5 - 16 - 59 - 73,75 — [388, 616, 568, 628]
list-item: 54074000 - PEDRO HENRIQUE PADIAL COSTA - 42760576 3 - 16 - 10 - 9 - 6 - 18 - 59 - 73,75 — [198, 145, 380, 157]
list-item: 55351232 - MARCOS ANDRE DA SILVA - 30008379 8 - 18 - 7 - 6 - 5 - 12 - 48 - 60 - 0,01 - 60,6 — [8, 77, 189, 89]
